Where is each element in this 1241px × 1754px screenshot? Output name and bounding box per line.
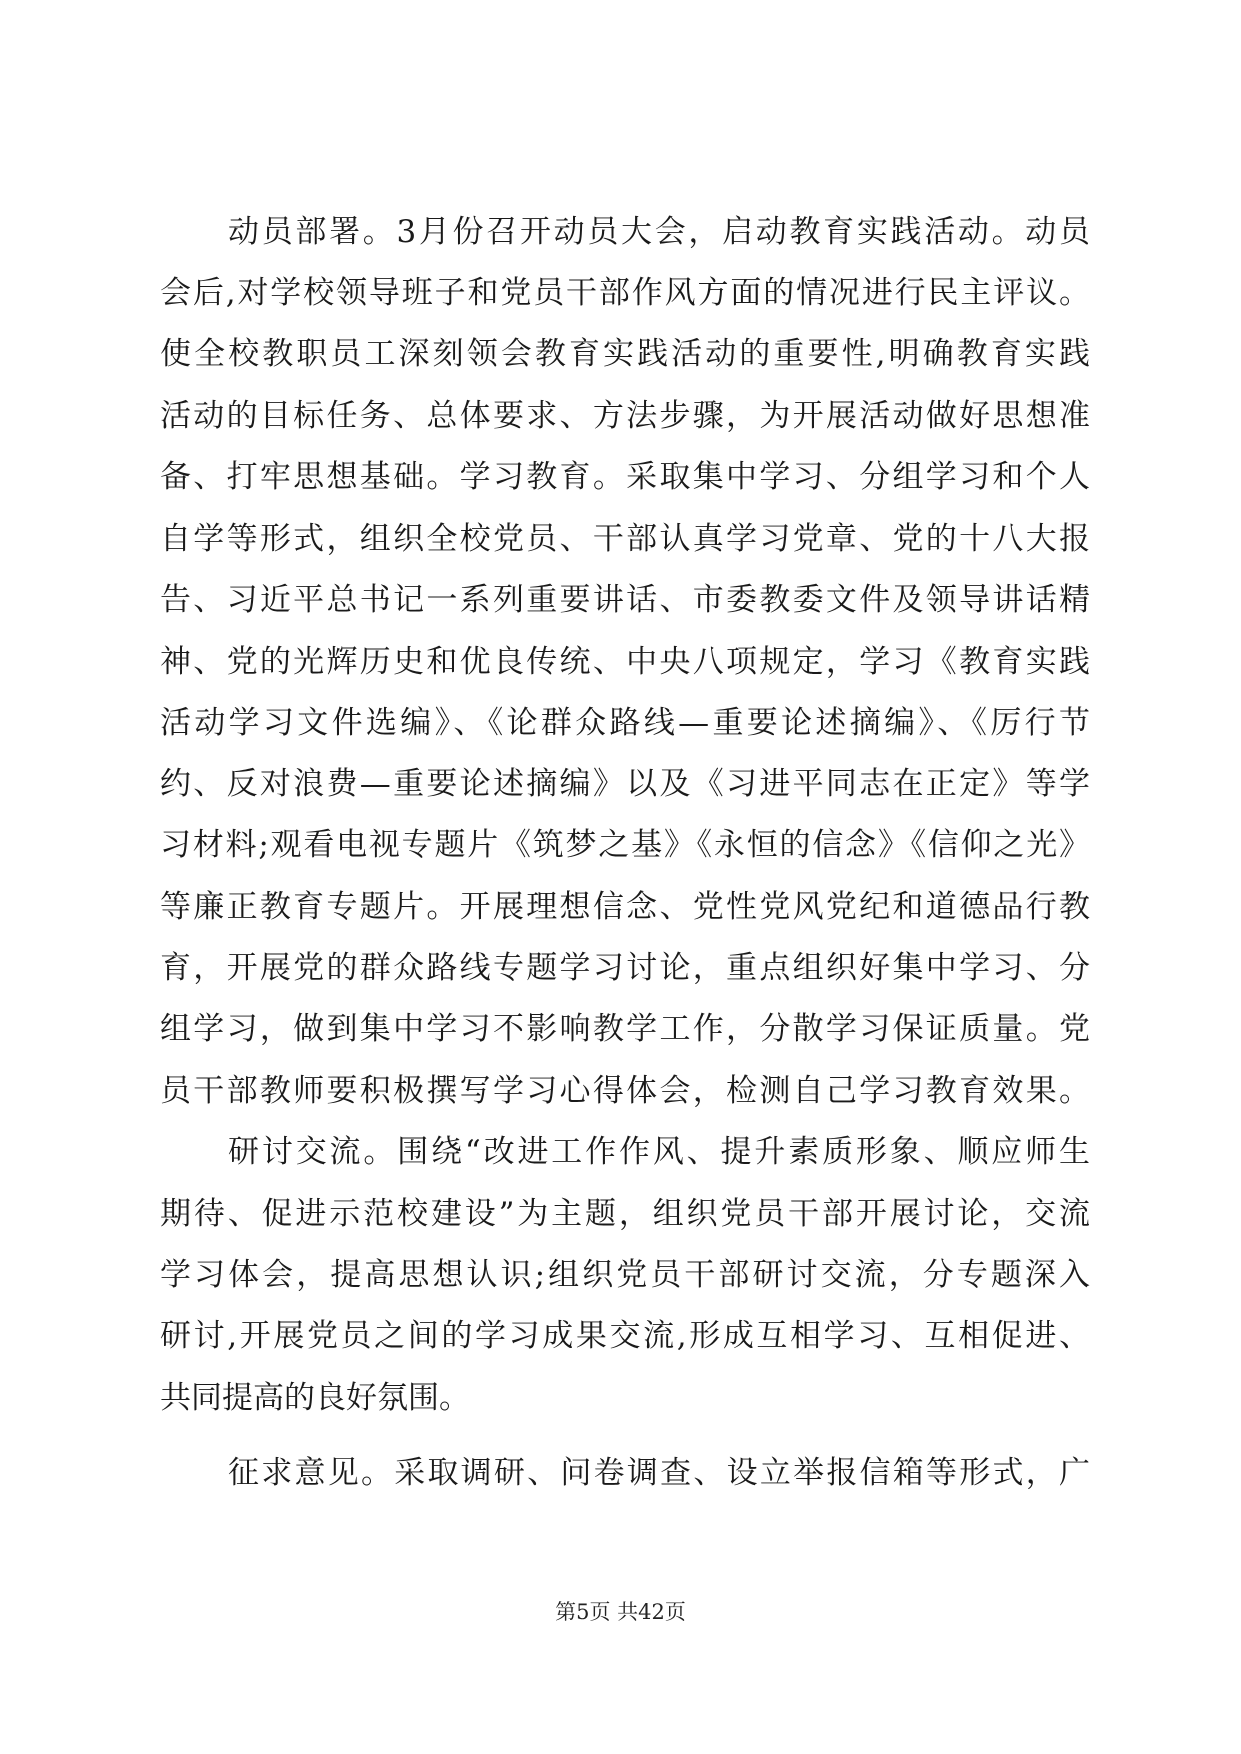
paragraph-line: 活动学习文件选编》、《论群众路线—重要论述摘编》、《厉行节 — [160, 705, 1090, 741]
paragraph-line: 使全校教职员工深刻领会教育实践活动的重要性,明确教育实践 — [160, 336, 1090, 372]
paragraph-line: 习材料;观看电视专题片《筑梦之基》《永恒的信念》《信仰之光》 — [160, 827, 1090, 863]
paragraph-line: 共同提高的良好氛围。 — [160, 1380, 470, 1416]
paragraph-line: 征求意见。采取调研、问卷调查、设立举报信箱等形式，广 — [228, 1455, 1090, 1491]
paragraph-line: 育，开展党的群众路线专题学习讨论，重点组织好集中学习、分 — [160, 950, 1090, 986]
paragraph-line: 神、党的光辉历史和优良传统、中央八项规定，学习《教育实践 — [160, 644, 1090, 680]
paragraph-line: 等廉正教育专题片。开展理想信念、党性党风党纪和道德品行教 — [160, 889, 1090, 925]
paragraph-line: 动员部署。3月份召开动员大会，启动教育实践活动。动员 — [228, 214, 1090, 250]
paragraph-line: 研讨,开展党员之间的学习成果交流,形成互相学习、互相促进、 — [160, 1318, 1090, 1354]
paragraph-line: 组学习，做到集中学习不影响教学工作，分散学习保证质量。党 — [160, 1011, 1090, 1047]
paragraph-line: 备、打牢思想基础。学习教育。采取集中学习、分组学习和个人 — [160, 459, 1090, 495]
paragraph-line: 期待、促进示范校建设”为主题，组织党员干部开展讨论，交流 — [160, 1196, 1090, 1232]
paragraph-line: 员干部教师要积极撰写学习心得体会，检测自己学习教育效果。 — [160, 1073, 1090, 1109]
paragraph-line: 约、反对浪费—重要论述摘编》以及《习进平同志在正定》等学 — [160, 766, 1090, 802]
page-number-footer: 第5页 共42页 — [555, 1600, 686, 1624]
paragraph-line: 会后,对学校领导班子和党员干部作风方面的情况进行民主评议。 — [160, 275, 1090, 311]
paragraph-line: 活动的目标任务、总体要求、方法步骤，为开展活动做好思想准 — [160, 398, 1090, 434]
paragraph-line: 研讨交流。围绕“改进工作作风、提升素质形象、顺应师生 — [228, 1134, 1090, 1170]
paragraph-line: 告、习近平总书记一系列重要讲话、市委教委文件及领导讲话精 — [160, 582, 1090, 618]
paragraph-line: 学习体会，提高思想认识;组织党员干部研讨交流，分专题深入 — [160, 1257, 1090, 1293]
paragraph-line: 自学等形式，组织全校党员、干部认真学习党章、党的十八大报 — [160, 521, 1090, 557]
